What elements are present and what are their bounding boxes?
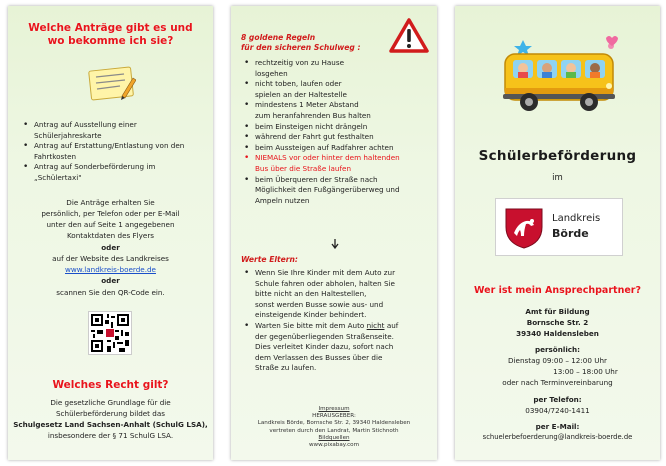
website-text: auf der Website des Landkreises (52, 254, 169, 263)
or-label: oder (101, 243, 120, 252)
school-bus-icon (493, 32, 623, 118)
notepad-icon (86, 64, 136, 102)
list-item: • Wenn Sie Ihre Kinder mit dem Auto zur Schule fahren oder abholen, halten Sie bitte nicht an den Haltestellen, sonst werden Busse sowie aus- und einsteigende Kinder behindert. (243, 268, 435, 321)
office-street: Bornsche Str. 2 (526, 318, 589, 327)
coat-of-arms-icon (504, 207, 544, 249)
qr-code-icon[interactable] (88, 311, 132, 355)
heading-applications: Welche Anträge gibt es und wo bekomme ich sie? (28, 22, 193, 47)
applications-list (22, 120, 208, 184)
hours-line: Dienstag 09:00 – 12:00 Uhr (508, 356, 607, 365)
list-item: • Antrag auf Sonderbeförderung im „Schülertaxi" (22, 162, 208, 183)
im-label: im (552, 173, 563, 183)
email-label: per E-Mail: (535, 422, 580, 431)
office-city: 39340 Haldensleben (516, 329, 599, 338)
hours-line: 13:00 – 18:00 Uhr (553, 367, 618, 376)
list-item: • mindestens 1 Meter Abstand zum heranfahrenden Bus halten (243, 100, 435, 121)
list-item: • Warten Sie bitte mit dem Auto nicht auf der gegenüberliegenden Straßenseite. Dies verleitet Kinder dazu, sofort nach dem Verlassen des Busses über die Straße zu laufen. (243, 321, 435, 374)
list-item: • NIEMALS vor oder hinter dem haltenden Bus über die Straße laufen (243, 153, 435, 174)
panel-rules (231, 6, 437, 460)
heading-law: Welches Recht gilt? (52, 379, 169, 391)
parents-list (243, 268, 435, 374)
contact-heading: Wer ist mein Ansprechpartner? (474, 285, 641, 296)
list-item: • nicht toben, laufen oder spielen an der Haltestelle (243, 79, 435, 100)
law-text: Die gesetzliche Grundlage für die Schülerbeförderung bildet das Schulgesetz Land Sachsen-Anhalt (SchulG LSA), insbesondere der § 71 SchulG LSA. (13, 398, 208, 440)
logo-text-landkreis: Landkreis (552, 213, 601, 224)
phone-number[interactable]: 03904/7240-1411 (525, 406, 590, 415)
parents-heading: Werte Eltern: (241, 255, 298, 264)
list-item: • während der Fahrt gut festhalten (243, 132, 435, 143)
warning-icon (389, 18, 429, 54)
rules-list (243, 58, 435, 206)
list-item: • beim Aussteigen auf Radfahrer achten (243, 143, 435, 154)
info-text: Die Anträge erhalten Sie persönlich, per Telefon oder per E-Mail unter den auf Seite 1 angegebenen Kontaktdaten des Flyers (41, 198, 180, 240)
or-label-2: oder (101, 276, 120, 285)
imprint: Impressum HERAUSGEBER: Landkreis Börde, Bornsche Str. 2, 39340 Haldensleben vertreten durch den Landrat, Martin Stichnoth Bildquellen www.pixabay.com (257, 406, 411, 449)
email-address[interactable]: schuelerbefoerderung@landkreis-boerde.de (482, 433, 633, 441)
district-logo (495, 198, 623, 256)
list-item: • beim Einsteigen nicht drängeln (243, 122, 435, 133)
website-link[interactable]: www.landkreis-boerde.de (65, 265, 156, 274)
list-item: • Antrag auf Ausstellung einer Schülerjahreskarte (22, 120, 208, 141)
office-name: Amt für Bildung (525, 307, 590, 316)
page-title: Schülerbeförderung (478, 148, 637, 164)
website-link-wrap (8, 264, 213, 275)
rules-heading: 8 goldene Regeln für den sicheren Schulweg : (241, 33, 361, 52)
hours-line: oder nach Terminvereinbarung (502, 378, 613, 387)
qr-text: scannen Sie den QR-Code ein. (56, 288, 165, 297)
panel-requests (8, 6, 213, 460)
list-item: • beim Überqueren der Straße nach Möglichkeit den Fußgängerüberweg und Ampeln nutzen (243, 175, 435, 207)
cursor-icon (331, 239, 339, 249)
list-item: • Antrag auf Erstattung/Entlastung von den Fahrtkosten (22, 141, 208, 162)
logo-text-boerde: Börde (552, 227, 589, 240)
list-item: • rechtzeitig von zu Hause losgehen (243, 58, 435, 79)
panel-title (455, 6, 660, 460)
personal-label: persönlich: (534, 345, 581, 354)
phone-label: per Telefon: (533, 395, 582, 404)
